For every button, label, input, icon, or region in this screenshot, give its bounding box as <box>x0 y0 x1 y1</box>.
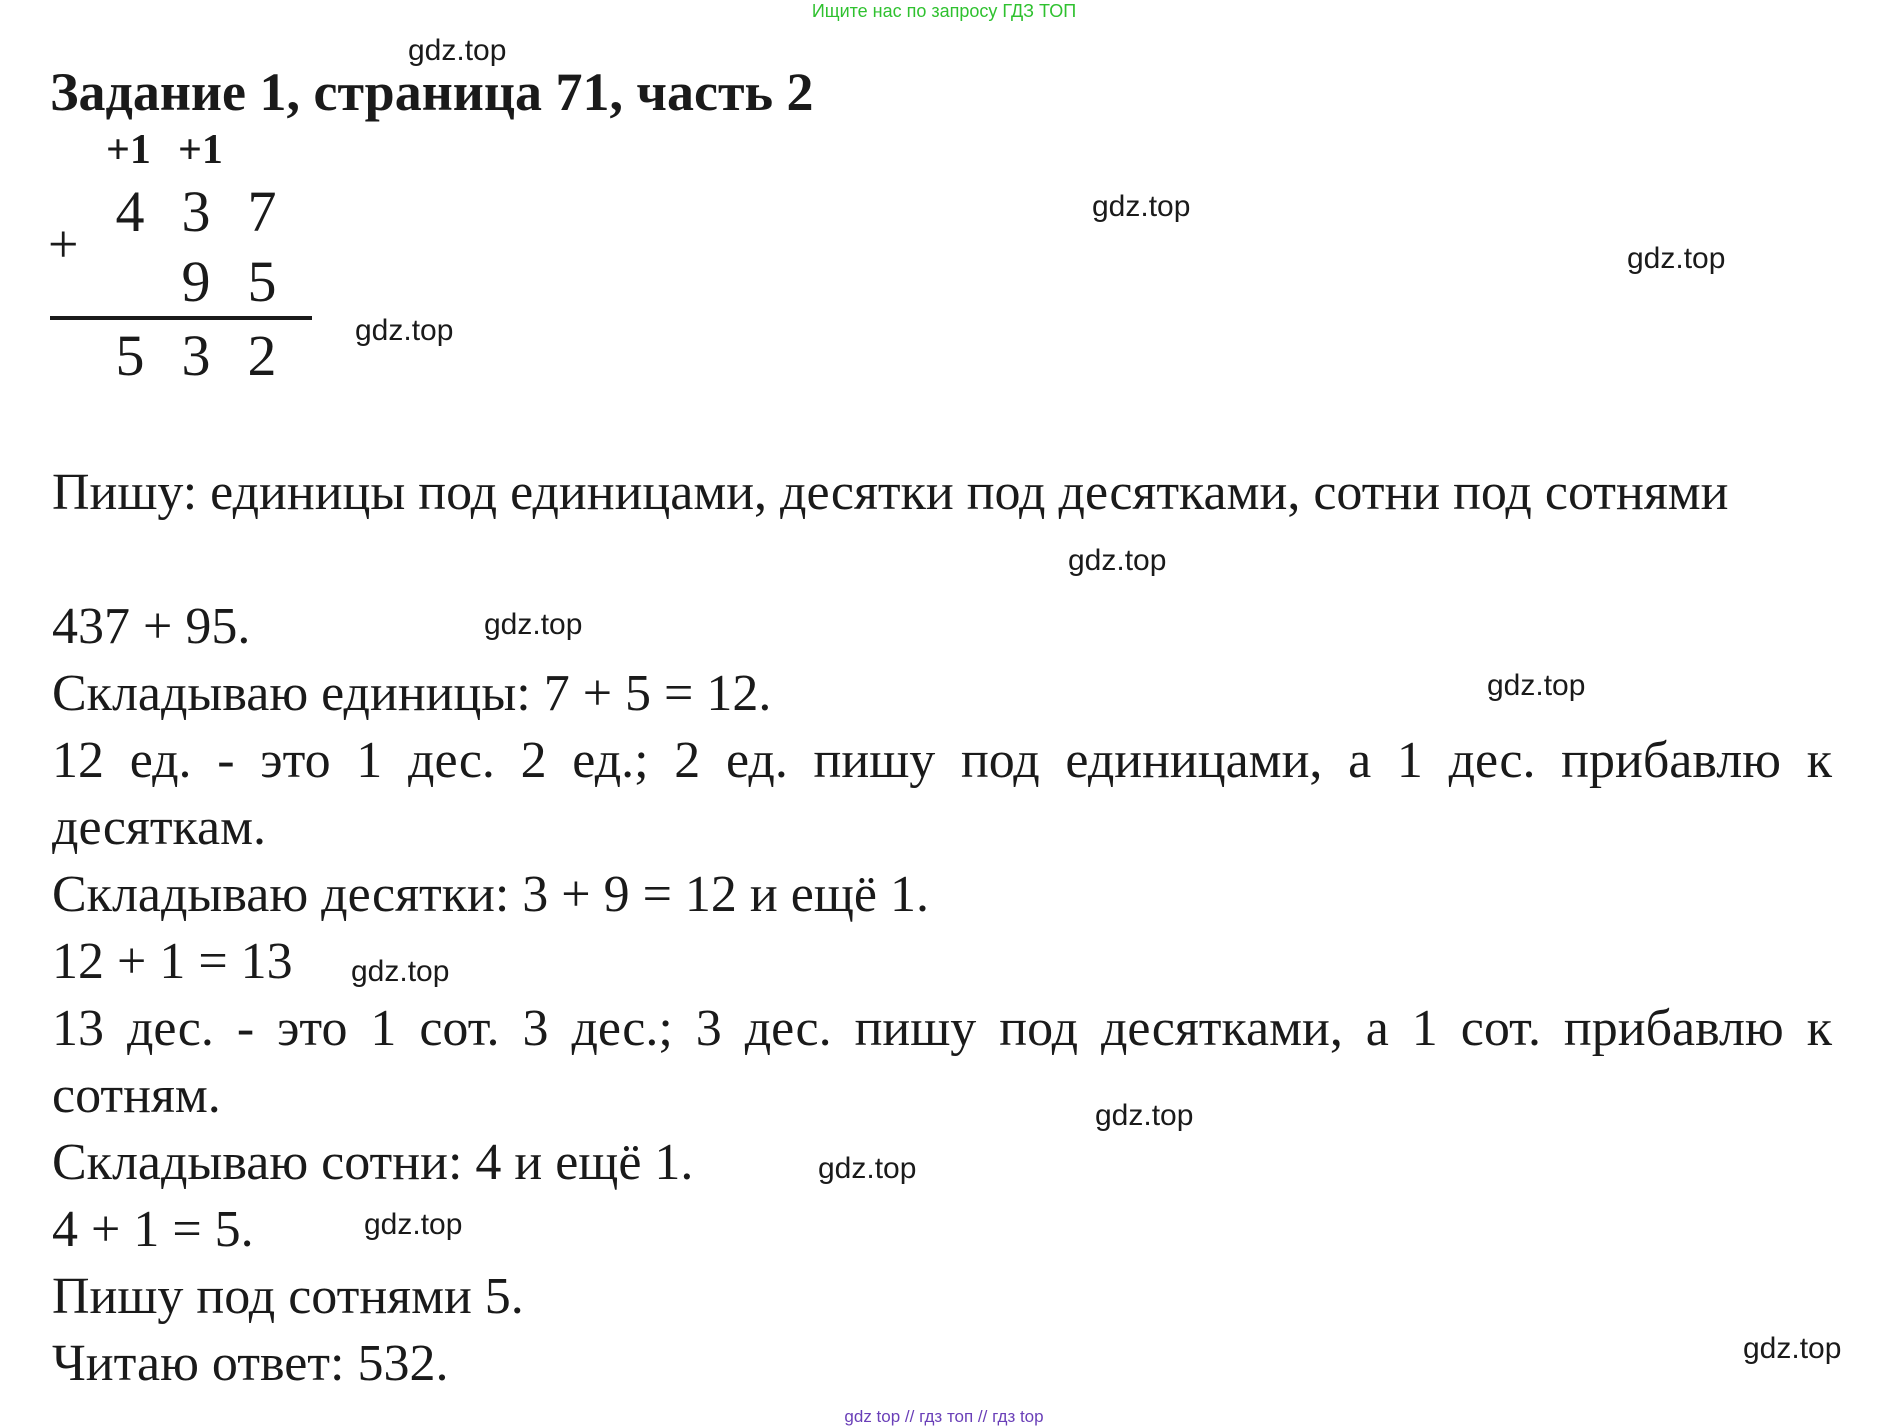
result-hundreds: 5 <box>115 323 145 388</box>
result-tens: 3 <box>181 323 211 388</box>
watermark: gdz.top <box>351 955 450 988</box>
paragraph-column-rule: Пишу: единицы под единицами, десятки под десятками, сотни под сотнями <box>52 464 1729 521</box>
watermark: gdz.top <box>355 314 454 347</box>
watermark: gdz.top <box>1487 669 1586 702</box>
watermark: gdz.top <box>1092 190 1191 223</box>
watermark: gdz.top <box>1743 1332 1842 1365</box>
sum-line <box>50 316 312 320</box>
result-units: 2 <box>247 323 277 388</box>
paragraph-write-hundreds: Пишу под сотнями 5. <box>52 1268 524 1325</box>
addend2-units: 5 <box>247 249 277 314</box>
carry-tens: +1 <box>178 127 223 173</box>
addend1-tens: 3 <box>181 179 211 244</box>
paragraph-add-tens: Складываю десятки: 3 + 9 = 12 и ещё 1. <box>52 866 929 923</box>
plus-operator: + <box>48 214 79 274</box>
watermark: gdz.top <box>1627 242 1726 275</box>
addend2-tens: 9 <box>181 249 211 314</box>
paragraph-tens-carry: 13 дес. - это 1 сот. 3 дес.; 3 дес. пишу под десятками, а 1 сот. прибавлю к сотням. <box>52 1000 1832 1124</box>
top-search-banner: Ищите нас по запросу ГДЗ ТОП <box>811 1 1077 21</box>
addend1-hundreds: 4 <box>115 179 145 244</box>
addend1-units: 7 <box>247 179 277 244</box>
paragraph-hundreds-sum: 4 + 1 = 5. <box>52 1201 254 1258</box>
paragraph-add-units: Складываю единицы: 7 + 5 = 12. <box>52 665 772 722</box>
paragraph-tens-sum: 12 + 1 = 13 <box>52 933 293 990</box>
watermark: gdz.top <box>364 1208 463 1241</box>
paragraph-expression: 437 + 95. <box>52 598 251 655</box>
bottom-footer-banner: gdz top // гдз топ // гдз top <box>844 1407 1044 1426</box>
paragraph-answer: Читаю ответ: 532. <box>52 1335 449 1392</box>
watermark: gdz.top <box>818 1152 917 1185</box>
paragraph-units-carry: 12 ед. - это 1 дес. 2 ед.; 2 ед. пишу под единицами, а 1 дес. прибавлю к десяткам. <box>52 732 1832 856</box>
carry-hundreds: +1 <box>106 127 151 173</box>
watermark: gdz.top <box>1095 1099 1194 1132</box>
watermark: gdz.top <box>484 608 583 641</box>
paragraph-add-hundreds: Складываю сотни: 4 и ещё 1. <box>52 1134 694 1191</box>
watermark: gdz.top <box>1068 544 1167 577</box>
watermark: gdz.top <box>408 34 507 67</box>
page-title: Задание 1, страница 71, часть 2 <box>50 62 814 122</box>
